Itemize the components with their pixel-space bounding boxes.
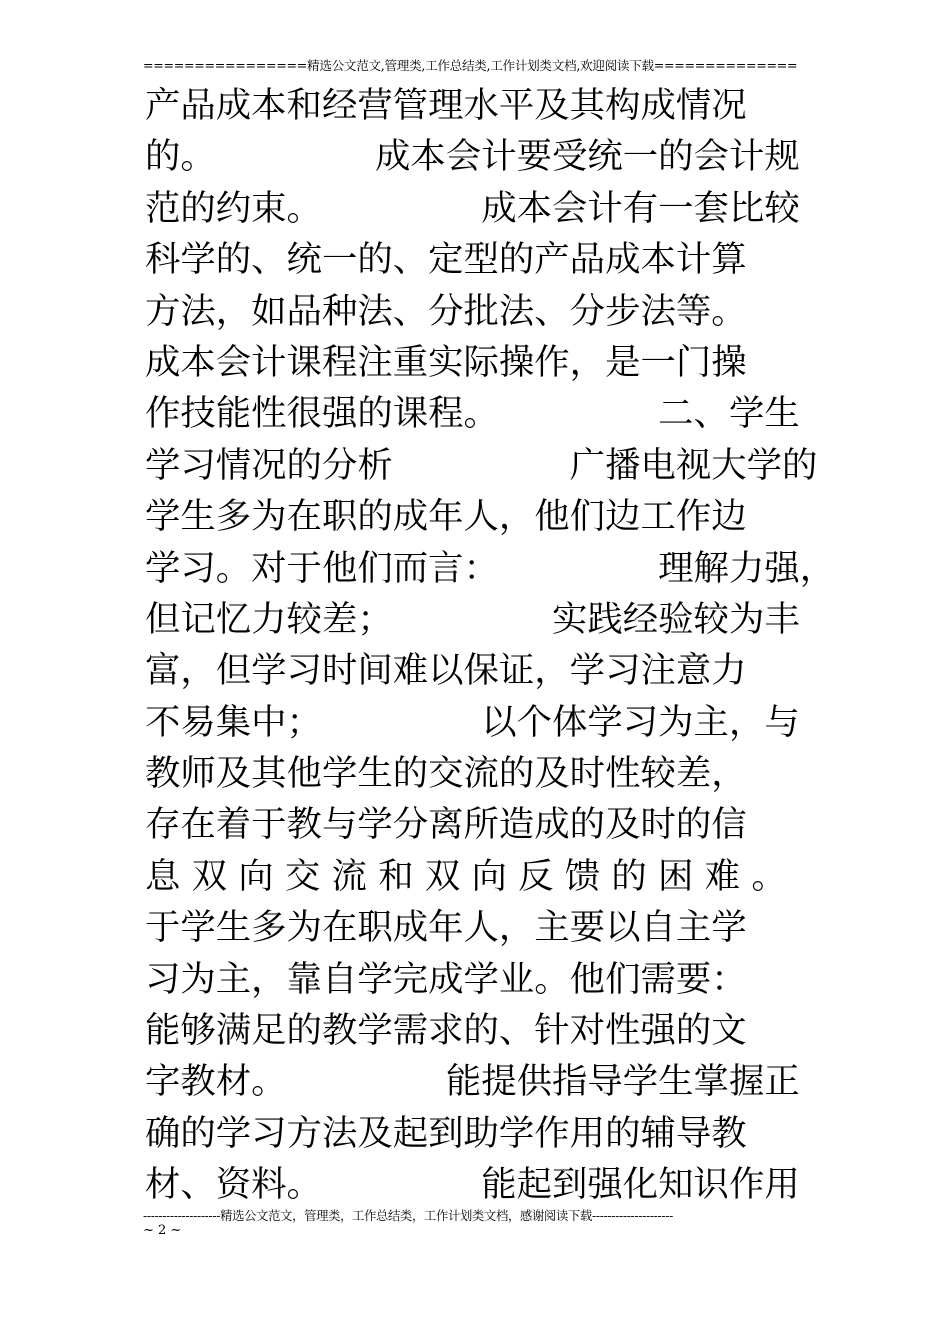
- body-line: 息 双 向 交 流 和 双 向 反 馈 的 困 难 。: [145, 855, 787, 897]
- body-line: 于学生多为在职成年人，主要以自主学: [145, 907, 747, 949]
- body-line: 但记忆力较差； 实践经验较为丰: [145, 598, 800, 640]
- page-header: ================精选公文范文,管理类,工作总结类,工作计划类文档,欢迎阅读下载==============: [143, 58, 798, 73]
- page-footer: --------------------精选公文范文，管理类，工作总结类，工作计划类文档，感谢阅读下载---------------------: [143, 1209, 673, 1223]
- body-line: 习为主，靠自学完成学业。他们需要：: [145, 958, 747, 1000]
- document-body: [145, 80, 836, 1211]
- body-line: 学习。对于他们而言： 理解力强，: [145, 547, 836, 589]
- body-line: 存在着于教与学分离所造成的及时的信: [145, 804, 747, 846]
- body-line: 范的约束。 成本会计有一套比较: [145, 187, 800, 229]
- body-line: 富，但学习时间难以保证，学习注意力: [145, 650, 747, 692]
- body-line: 作技能性很强的课程。 二、学生: [145, 393, 800, 435]
- body-line: 成本会计课程注重实际操作，是一门操: [145, 341, 747, 383]
- body-line: 教师及其他学生的交流的及时性较差，: [145, 753, 747, 795]
- body-line: 字教材。 能提供指导学生掌握正: [145, 1061, 800, 1103]
- body-line: 确的学习方法及起到助学作用的辅导教: [145, 1112, 747, 1154]
- body-line: 材、资料。 能起到强化知识作用: [145, 1164, 800, 1206]
- body-line: 学习情况的分析 广播电视大学的: [145, 444, 818, 486]
- body-line: 能够满足的教学需求的、针对性强的文: [145, 1010, 747, 1052]
- body-line: 产品成本和经营管理水平及其构成情况: [145, 85, 747, 126]
- body-line: 的。 成本会计要受统一的会计规: [145, 136, 800, 178]
- page-number: ~ 2 ~: [143, 1223, 182, 1238]
- body-line: 方法，如品种法、分批法、分步法等。: [145, 290, 747, 332]
- body-line: 学生多为在职的成年人，他们边工作边: [145, 496, 747, 538]
- body-line: 不易集中； 以个体学习为主，与: [145, 701, 800, 743]
- body-line: 科学的、统一的、定型的产品成本计算: [145, 239, 747, 281]
